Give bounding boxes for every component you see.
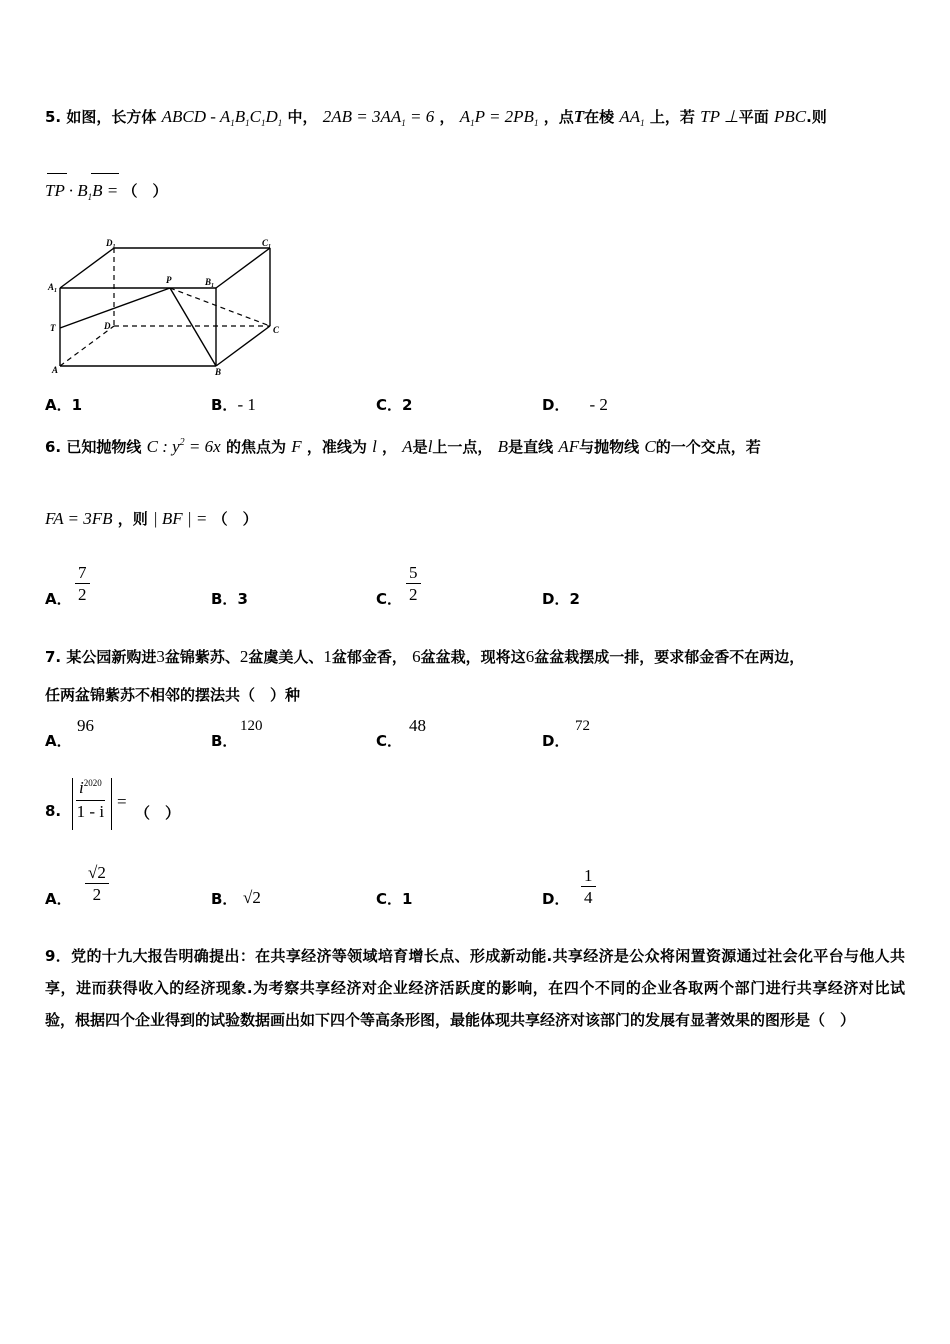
- q7-line1: 7. 某公园新购进3盆锦紫苏、2盆虞美人、1盆郁金香， 6盆盆栽，现将这6盆盆栽摆成一排，要求郁金香不在两边，: [45, 647, 805, 666]
- q8-option-b-value: √2: [243, 888, 261, 907]
- label-B: B: [215, 367, 222, 377]
- q6-option-c-value: $\frac{5}{2}$: [406, 563, 421, 606]
- q5-options: [45, 394, 905, 414]
- label-A: A: [52, 365, 59, 375]
- q6-option-a-value: $\frac{7}{2}$: [75, 563, 90, 606]
- q8-option-b[interactable]: B．: [211, 890, 238, 908]
- label-P: P: [166, 275, 172, 285]
- q8-abs-bar-right: [111, 778, 112, 830]
- q8-number: 8.: [45, 802, 62, 820]
- edge-B-C: [216, 326, 270, 366]
- q7-option-b-value: 120: [240, 718, 263, 734]
- q7-options: [45, 716, 905, 752]
- q8-option-a[interactable]: A．: [45, 890, 72, 908]
- q5-option-d[interactable]: D． - 2: [542, 395, 608, 414]
- segment-T-P: [60, 288, 170, 328]
- q7-option-a[interactable]: A．: [45, 732, 72, 750]
- q5-box-name: ABCD - $A_1B_1C_1D_1$: [161, 107, 283, 128]
- q8-options: [45, 860, 905, 916]
- q6-option-d[interactable]: D．2: [542, 590, 580, 608]
- q7-option-c[interactable]: C．: [376, 732, 403, 750]
- q9-paragraph: 9．党的十九大报告明确提出：在共享经济等领域培育增长点、形成新动能.共享经济是公众将闲置资源通过社会化平台与他人共享，进而获得收入的经济现象.为考察共享经济对企业经济活跃度的影响，在四个不同的企业各取两个部门进行共享经济对比试验，根据四个企业得到的试验数据画出如下四个等高条形图，最能体现共享经济对该部门的发展有显著效果的图形是（ ）: [45, 947, 905, 1029]
- q8-option-c[interactable]: C．1: [376, 890, 413, 908]
- q8-paren: （ ）: [135, 804, 181, 822]
- q6-line1: 6. 已知抛物线 C : $y^2 = 6x$ 的焦点为 F ，准线为 l ， A是l上一点， B是直线 AF与抛物线 C的一个交点，若: [45, 437, 761, 456]
- q8-abs-bar-left: [72, 778, 73, 830]
- label-A1: $A_1$: [48, 282, 58, 294]
- q6-option-b[interactable]: B．3: [211, 590, 248, 608]
- q8-option-d[interactable]: D．: [542, 890, 570, 908]
- q7-option-d-value: 72: [575, 718, 590, 734]
- hidden-edge-A-D: [60, 326, 114, 366]
- q5-eq2: $A_1P = 2PB_1$: [459, 107, 539, 128]
- q5-vector-product: TP · $B_1B$ =: [45, 181, 123, 200]
- q5-line1: 5. 如图，长方体 ABCD - $A_1B_1C_1D_1$ 中， $2AB = 3AA_1 = 6$ ， $A_1P = 2PB_1$ ，点T在棱 $AA_1$ 上，若 TP ⊥平面 PBC.则: [45, 107, 827, 128]
- segment-P-B: [170, 288, 216, 366]
- q7-option-a-value: 96: [77, 716, 94, 735]
- label-T: T: [50, 323, 56, 333]
- q8-fraction: $\frac{i^{2020}}{1 - i}$: [76, 778, 105, 821]
- q6-number: 6.: [45, 438, 62, 456]
- q5-cuboid-figure: [40, 232, 290, 382]
- label-C1: $C_1$: [262, 238, 272, 250]
- q8-equals: =: [117, 792, 127, 811]
- label-D: D: [104, 321, 111, 331]
- edge-A1-D1: [60, 248, 114, 288]
- q5-option-a[interactable]: A．1: [45, 396, 83, 414]
- q5-eq1: $2AB = 3AA_1 = 6$: [322, 107, 435, 128]
- q7-number: 7.: [45, 648, 62, 666]
- label-D1: $D_1$: [106, 238, 116, 250]
- q7-option-c-value: 48: [409, 716, 426, 735]
- q5-option-c[interactable]: C．2: [376, 396, 413, 414]
- q7-option-d[interactable]: D．: [542, 732, 570, 750]
- edge-B1-C1: [216, 248, 270, 288]
- q6-option-a[interactable]: A．: [45, 590, 72, 608]
- q8-line: [45, 776, 345, 832]
- q6-line2: FA = 3FB ，则 | BF | = （ ）: [45, 509, 258, 528]
- q6-options: [45, 560, 905, 612]
- q7-option-b[interactable]: B．: [211, 732, 238, 750]
- q5-line2: TP · $B_1B$ = （ ）: [45, 180, 168, 201]
- q8-option-a-value: $\frac{√2}{2}$: [85, 863, 109, 906]
- q7-line2: 任两盆锦紫苏不相邻的摆法共（ ）种: [45, 686, 301, 704]
- label-B1: $B_1$: [205, 277, 215, 289]
- segment-P-C: [170, 288, 270, 326]
- q5-number: 5.: [45, 108, 62, 126]
- q5-option-b[interactable]: B．- 1: [211, 395, 256, 414]
- q6-option-c[interactable]: C．: [376, 590, 403, 608]
- q8-option-d-value: $\frac{1}{4}$: [581, 866, 596, 909]
- label-C: C: [273, 325, 280, 335]
